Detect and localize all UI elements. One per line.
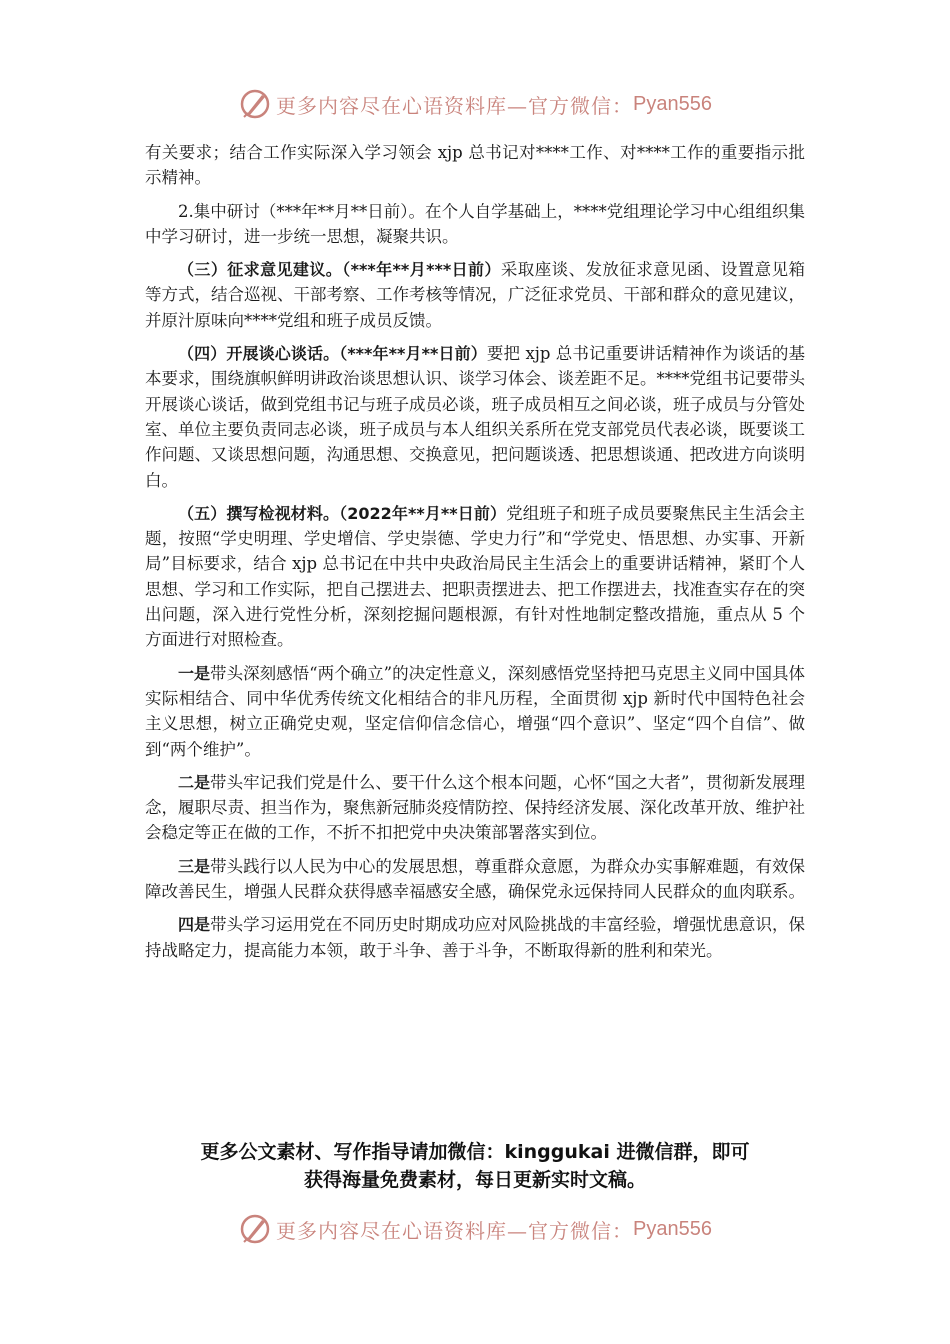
section-heading: （四）开展谈心谈话。（***年**月**日前）	[178, 344, 487, 364]
point-label: 二是	[178, 772, 211, 792]
footer-line-1: 更多公文素材、写作指导请加微信：kinggukai 进微信群，即可	[200, 1141, 750, 1163]
section-heading: （五）撰写检视材料。（2022年**月**日前）	[178, 503, 507, 523]
section-heading: （三）征求意见建议。（***年**月***日前）	[178, 260, 501, 280]
header-banner-handle: Pyan556	[633, 92, 712, 115]
paragraph-point-three: 三是带头践行以人民为中心的发展思想，尊重群众意愿，为群众办实事解难题，有效保障改善民生，增强人民群众获得感幸福感安全感，确保党永远保持同人民群众的血肉联系。	[145, 856, 805, 902]
footer-banner-handle: Pyan556	[633, 1217, 712, 1240]
point-label: 一是	[178, 663, 211, 683]
paragraph-point-two: 二是带头牢记我们党是什么、要干什么这个根本问题，心怀“国之大者”，贯彻新发展理念，履职尽责、担当作为，聚焦新冠肺炎疫情防控、保持经济发展、深化改革开放、维护社会稳定等正在做的工作，不折不扣把党中央决策部署落实到位。	[145, 772, 805, 843]
quill-pen-logo-icon	[238, 87, 272, 121]
footer-banner-text: 更多内容尽在心语资料库—官方微信：	[276, 1218, 634, 1243]
document-body	[145, 140, 805, 971]
point-label: 四是	[178, 915, 211, 935]
footer-watermark-banner	[0, 1209, 950, 1249]
paragraph-heart-to-heart-talks: （四）开展谈心谈话。（***年**月**日前）要把 xjp 总书记重要讲话精神作为谈话的基本要求，围绕旗帜鲜明讲政治谈思想认识、谈学习体会、谈差距不足。****党组书记要带头开展谈心谈话，做到党组书记与班子成员必谈，班子成员相互之间必谈，班子成员与分管处室、单位主要负责同志必谈，班子成员与本人组织关系所在党支部党员代表必谈，既要谈工作问题、又谈思想问题，沟通思想、交换意见，把问题谈透、把思想谈通、把改进方向谈明白。	[145, 344, 805, 490]
paragraph-point-four: 四是带头学习运用党在不同历史时期成功应对风险挑战的丰富经验，增强忧患意识，保持战略定力，提高能力本领，敢于斗争、善于斗争，不断取得新的胜利和荣光。	[145, 915, 805, 960]
header-banner-text: 更多内容尽在心语资料库—官方微信：	[276, 93, 634, 118]
footer-line-2: 获得海量免费素材，每日更新实时文稿。	[303, 1169, 646, 1191]
footer-promo-note	[145, 1138, 805, 1194]
quill-pen-logo-icon	[238, 1212, 272, 1246]
paragraph-point-one: 一是带头深刻感悟“两个确立”的决定性意义，深刻感悟党坚持把马克思主义同中国具体实际相结合、同中华优秀传统文化相结合的非凡历程，全面贯彻 xjp 新时代中国特色社会主义思想，树立正确党史观，坚定信仰信念信心，增强“四个意识”、坚定“四个自信”、做到“两个维护”。	[145, 663, 805, 759]
paragraph-solicit-opinions: （三）征求意见建议。（***年**月***日前）采取座谈、发放征求意见函、设置意见箱等方式，结合巡视、干部考察、工作考核等情况，广泛征求党员、干部和群众的意见建议，并原汁原味向****党组和班子成员反馈。	[145, 260, 805, 330]
header-watermark-banner	[0, 84, 950, 124]
point-label: 三是	[178, 856, 211, 876]
paragraph-centralized-discussion: 2.集中研讨（***年**月**日前）。在个人自学基础上，****党组理论学习中心组组织集中学习研讨，进一步统一思想，凝聚共识。	[145, 201, 805, 246]
paragraph-inspection-materials: （五）撰写检视材料。（2022年**月**日前）党组班子和班子成员要聚焦民主生活会主题，按照“学史明理、学史增信、学史崇德、学史力行”和“学党史、悟思想、办实事、开新局”目标要求，结合 xjp 总书记在中共中央政治局民主生活会上的重要讲话精神，紧盯个人思想、学习和工作实际，把自己摆进去、把职责摆进去、把工作摆进去，找准查实存在的突出问题，深入进行党性分析，深刻挖掘问题根源，有针对性地制定整改措施，重点从 5 个方面进行对照检查。	[145, 503, 805, 650]
paragraph-continuation: 有关要求；结合工作实际深入学习领会 xjp 总书记对****工作、对****工作的重要指示批示精神。	[145, 143, 805, 188]
